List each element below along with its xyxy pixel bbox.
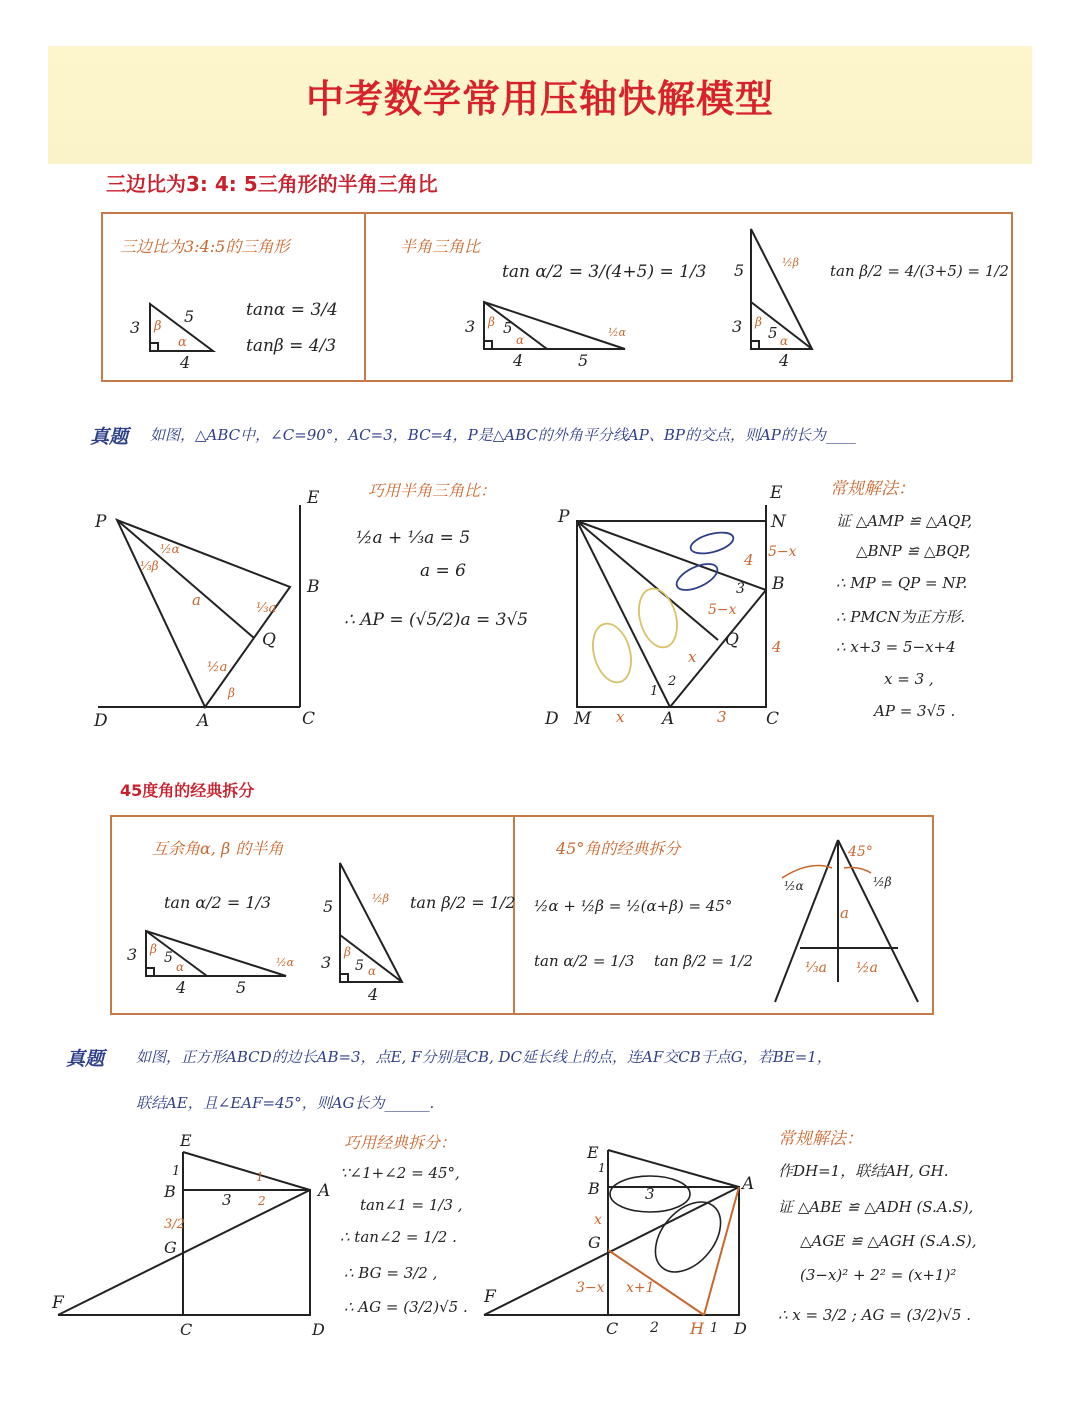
svg-text:P: P bbox=[558, 507, 570, 527]
svg-text:2: 2 bbox=[258, 1194, 266, 1208]
s2-problem-line2: 联结AE，且∠EAF=45°，则AG长为______. bbox=[136, 1094, 435, 1112]
s1-method1-title: 巧用半角三角比： bbox=[368, 481, 497, 500]
s1-method2-line6: x = 3 , bbox=[884, 670, 934, 688]
svg-text:x: x bbox=[594, 1212, 602, 1228]
section2-box-divider bbox=[513, 815, 515, 1015]
svg-text:3: 3 bbox=[736, 581, 745, 597]
svg-text:A: A bbox=[318, 1181, 331, 1201]
svg-text:C: C bbox=[180, 1320, 193, 1339]
svg-text:3/2: 3/2 bbox=[164, 1217, 185, 1232]
svg-text:½β: ½β bbox=[372, 892, 390, 905]
svg-text:B: B bbox=[164, 1182, 176, 1201]
svg-text:α: α bbox=[368, 964, 377, 978]
svg-text:½a: ½a bbox=[856, 960, 878, 976]
s2-method1-line5: ∴ AG = (3/2)√5 . bbox=[344, 1298, 468, 1316]
svg-text:E: E bbox=[770, 483, 783, 503]
svg-text:B: B bbox=[307, 577, 320, 597]
s2-problem-line1: 如图，正方形ABCD的边长AB=3，点E, F分别是CB, DC延长线上的点，连AF交CB于点G，若BE=1， bbox=[136, 1048, 832, 1066]
svg-text:G: G bbox=[164, 1238, 177, 1257]
s1-half-alpha-formula: tan α/2 = 3/(4+5) = 1/3 bbox=[502, 262, 707, 282]
svg-text:a: a bbox=[840, 904, 849, 922]
svg-text:½α: ½α bbox=[276, 956, 295, 969]
svg-text:α: α bbox=[516, 333, 525, 347]
s1-method2-line2: △BNP ≌ △BQP, bbox=[856, 542, 971, 560]
s1-method1-line2: a = 6 bbox=[420, 561, 467, 581]
svg-text:½α: ½α bbox=[608, 326, 627, 339]
s2-box-mid-title: 45°角的经典拆分 bbox=[556, 839, 681, 858]
s1-method2-title: 常规解法： bbox=[830, 479, 915, 499]
svg-text:H: H bbox=[690, 1319, 704, 1338]
svg-text:⅓β: ⅓β bbox=[140, 559, 159, 573]
page-title: 中考数学常用压轴快解模型 bbox=[305, 77, 774, 121]
svg-text:P: P bbox=[95, 512, 107, 532]
svg-text:5: 5 bbox=[768, 324, 778, 342]
s2-method1-line2: tan∠1 = 1/3 , bbox=[360, 1196, 463, 1214]
s1-method2-line1: 证 △AMP ≌ △AQP, bbox=[836, 512, 973, 530]
s2-method2-line2: 证 △ABE ≌ △ADH (S.A.S), bbox=[778, 1198, 974, 1216]
svg-text:3: 3 bbox=[465, 317, 476, 336]
svg-text:β: β bbox=[154, 319, 162, 334]
s1-method2-line4: ∴ PMCN为正方形. bbox=[836, 608, 966, 626]
svg-text:A: A bbox=[662, 709, 675, 729]
s2-method2-title: 常规解法： bbox=[778, 1129, 863, 1149]
svg-text:5: 5 bbox=[236, 978, 247, 997]
svg-text:Q: Q bbox=[262, 630, 276, 650]
svg-text:1: 1 bbox=[172, 1164, 181, 1179]
svg-text:N: N bbox=[771, 512, 786, 532]
svg-text:Q: Q bbox=[725, 630, 739, 650]
s2-split-beta: tan β/2 = 1/2 bbox=[654, 952, 753, 970]
s2-split-alpha: tan α/2 = 1/3 bbox=[534, 952, 635, 970]
s1-box-left-title: 三边比为3:4:5的三角形 bbox=[120, 237, 290, 256]
svg-text:3: 3 bbox=[717, 708, 727, 726]
svg-text:3: 3 bbox=[645, 1185, 655, 1203]
svg-text:½a: ½a bbox=[207, 660, 228, 675]
s2-half-beta: tan β/2 = 1/2 bbox=[410, 893, 516, 912]
s2-box-left-title: 互余角α, β 的半角 bbox=[152, 839, 284, 858]
svg-text:α: α bbox=[780, 334, 789, 348]
svg-text:x: x bbox=[616, 708, 625, 726]
s2-method2-line4: (3−x)² + 2² = (x+1)² bbox=[800, 1266, 957, 1284]
s2-method1-line4: ∴ BG = 3/2 , bbox=[344, 1264, 438, 1282]
svg-text:B: B bbox=[588, 1179, 600, 1198]
svg-text:½β: ½β bbox=[782, 256, 800, 269]
s1-tan-beta: tanβ = 4/3 bbox=[246, 336, 337, 356]
svg-text:F: F bbox=[484, 1287, 496, 1307]
svg-text:5: 5 bbox=[164, 950, 173, 966]
s1-method1-line1: ½a + ⅓a = 5 bbox=[356, 528, 471, 548]
svg-text:3: 3 bbox=[321, 953, 332, 972]
s2-problem-label: 真题 bbox=[66, 1048, 105, 1070]
svg-text:C: C bbox=[606, 1319, 619, 1338]
svg-text:a: a bbox=[192, 591, 201, 609]
svg-text:D: D bbox=[94, 711, 108, 731]
svg-text:β: β bbox=[228, 686, 235, 700]
s2-method1-line3: ∴ tan∠2 = 1/2 . bbox=[340, 1228, 457, 1246]
svg-text:5−x: 5−x bbox=[708, 602, 737, 618]
svg-text:D: D bbox=[312, 1320, 325, 1339]
svg-text:4: 4 bbox=[779, 351, 790, 370]
svg-text:3: 3 bbox=[130, 318, 141, 337]
s1-problem-text: 如图，△ABC中，∠C=90°，AC=3，BC=4，P是△ABC的外角平分线AP、BP的交点，则AP的长为____ bbox=[150, 426, 856, 444]
svg-text:A: A bbox=[197, 711, 210, 731]
section1-heading: 三边比为3: 4: 5三角形的半角三角比 bbox=[106, 172, 438, 196]
svg-text:45°: 45° bbox=[848, 844, 873, 860]
svg-text:x: x bbox=[688, 648, 697, 666]
s1-box-mid-title: 半角三角比 bbox=[400, 237, 481, 256]
svg-text:3: 3 bbox=[127, 945, 138, 964]
svg-text:1: 1 bbox=[256, 1170, 264, 1184]
svg-text:½β: ½β bbox=[873, 875, 892, 889]
svg-text:4: 4 bbox=[368, 985, 379, 1004]
s1-problem-label: 真题 bbox=[90, 426, 129, 448]
section1-box-divider bbox=[364, 212, 366, 382]
svg-text:D: D bbox=[734, 1319, 747, 1338]
svg-text:5: 5 bbox=[734, 261, 745, 280]
s2-method2-line3: △AGE ≌ △AGH (S.A.S), bbox=[800, 1232, 977, 1250]
s1-method1-line3: ∴ AP = (√5/2)a = 3√5 bbox=[344, 610, 529, 630]
svg-text:⅓a: ⅓a bbox=[805, 960, 827, 976]
svg-text:1: 1 bbox=[598, 1161, 606, 1175]
s1-tan-alpha: tanα = 3/4 bbox=[246, 300, 338, 320]
svg-text:E: E bbox=[307, 488, 320, 508]
svg-text:1: 1 bbox=[710, 1321, 719, 1336]
svg-text:4: 4 bbox=[176, 978, 187, 997]
svg-text:α: α bbox=[178, 335, 187, 350]
svg-text:β: β bbox=[755, 315, 762, 329]
svg-text:M: M bbox=[574, 709, 592, 729]
svg-text:β: β bbox=[344, 945, 351, 959]
svg-text:β: β bbox=[150, 942, 157, 956]
svg-text:4: 4 bbox=[744, 551, 754, 569]
svg-text:C: C bbox=[766, 709, 780, 729]
s1-method2-line3: ∴ MP = QP = NP. bbox=[836, 574, 968, 592]
svg-text:E: E bbox=[180, 1131, 192, 1150]
svg-text:4: 4 bbox=[180, 353, 191, 372]
svg-text:α: α bbox=[176, 960, 185, 974]
svg-text:5−x: 5−x bbox=[768, 544, 797, 560]
svg-text:3: 3 bbox=[222, 1191, 232, 1209]
svg-text:β: β bbox=[488, 315, 495, 329]
svg-text:2: 2 bbox=[650, 1320, 659, 1336]
s1-half-beta-formula: tan β/2 = 4/(3+5) = 1/2 bbox=[830, 262, 1009, 280]
svg-text:5: 5 bbox=[503, 319, 513, 337]
s2-method1-line1: ∵∠1+∠2 = 45°, bbox=[340, 1164, 460, 1182]
svg-text:5: 5 bbox=[184, 307, 195, 326]
svg-text:D: D bbox=[545, 709, 559, 729]
svg-text:E: E bbox=[587, 1143, 599, 1162]
svg-text:2: 2 bbox=[668, 674, 677, 689]
svg-text:5: 5 bbox=[578, 351, 589, 370]
svg-text:4: 4 bbox=[513, 351, 524, 370]
s2-half-alpha: tan α/2 = 1/3 bbox=[164, 893, 272, 912]
s2-split-formula: ½α + ½β = ½(α+β) = 45° bbox=[534, 897, 733, 915]
title-banner bbox=[48, 46, 1032, 164]
svg-text:⅓a: ⅓a bbox=[256, 601, 277, 616]
svg-text:3: 3 bbox=[732, 317, 743, 336]
svg-text:B: B bbox=[772, 574, 785, 594]
svg-text:1: 1 bbox=[650, 684, 659, 699]
svg-text:A: A bbox=[742, 1174, 755, 1194]
svg-text:G: G bbox=[588, 1233, 601, 1252]
s2-method2-line1: 作DH=1，联结AH, GH. bbox=[778, 1162, 949, 1180]
svg-text:x+1: x+1 bbox=[626, 1280, 655, 1296]
svg-text:3−x: 3−x bbox=[576, 1280, 605, 1296]
s1-method2-line7: AP = 3√5 . bbox=[874, 702, 956, 720]
svg-text:5: 5 bbox=[355, 958, 364, 974]
section2-heading: 45度角的经典拆分 bbox=[120, 781, 255, 800]
svg-text:½α: ½α bbox=[160, 542, 180, 556]
svg-text:F: F bbox=[52, 1293, 64, 1313]
s2-method1-title: 巧用经典拆分： bbox=[344, 1133, 457, 1152]
svg-text:½α: ½α bbox=[784, 879, 804, 893]
s2-method2-line5: ∴ x = 3/2 ; AG = (3/2)√5 . bbox=[778, 1306, 972, 1324]
s1-method2-line5: ∴ x+3 = 5−x+4 bbox=[836, 638, 956, 656]
svg-text:4: 4 bbox=[772, 638, 782, 656]
svg-text:C: C bbox=[302, 709, 316, 729]
svg-text:5: 5 bbox=[323, 897, 334, 916]
